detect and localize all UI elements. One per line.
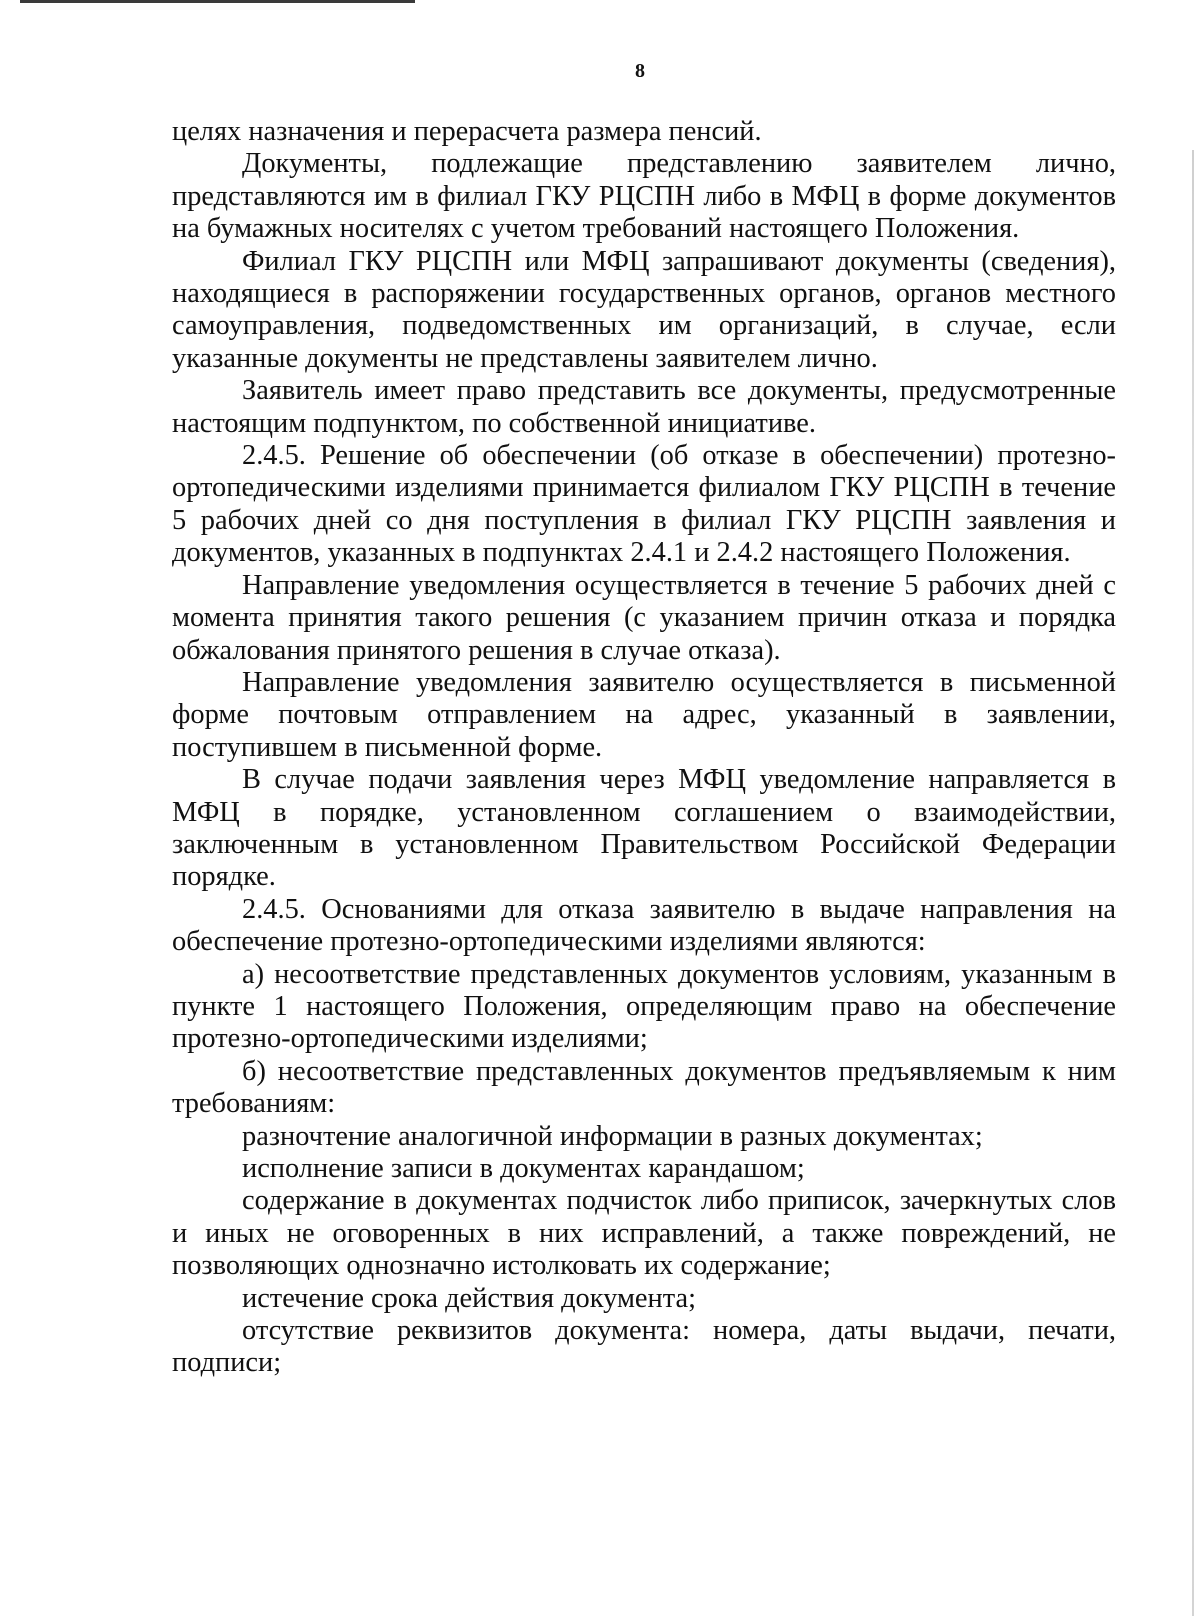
list-item-expiry: истечение срока действия документа;: [242, 1282, 696, 1314]
list-item-inconsistency: разночтение аналогичной информации в разных документах;: [242, 1120, 983, 1152]
scan-right-edge: [1192, 150, 1194, 1616]
paragraph-documents-submission: Документы, подлежащие представлению заявителем лично, представляются им в филиал ГКУ РЦСПН либо в МФЦ в форме документов на бумажных носителях с учетом требований настоящего Положения.: [172, 148, 1116, 245]
page-number: 8: [635, 60, 645, 82]
scan-top-edge-line: [20, 0, 415, 3]
paragraph-notification-term: Направление уведомления осуществляется в течение 5 рабочих дней с момента принятия такого решения (с указанием причин отказа и порядка обжалования принятого решения в случае отказа).: [172, 569, 1116, 666]
list-item-missing-details: отсутствие реквизитов документа: номера, даты выдачи, печати, подписи;: [172, 1315, 1116, 1379]
paragraph-notification-mfc: В случае подачи заявления через МФЦ уведомление направляется в МФЦ в порядке, установленном соглашением о взаимодействии, заключенным в установленном Правительством Российской Федерации порядке.: [172, 764, 1116, 893]
paragraph-applicant-right: Заявитель имеет право представить все документы, предусмотренные настоящим подпунктом, по собственной инициативе.: [172, 375, 1116, 439]
list-item-pencil: исполнение записи в документах карандашом;: [242, 1153, 805, 1184]
list-item-a: а) несоответствие представленных документов условиям, указанным в пункте 1 настоящего Положения, определяющим право на обеспечение протезно-ортопедическими изделиями;: [172, 958, 1116, 1055]
paragraph-refusal-grounds: 2.4.5. Основаниями для отказа заявителю в выдаче направления на обеспечение протезно-ортопедическими изделиями являются:: [172, 893, 1116, 958]
list-item-b: б) несоответствие представленных документов предъявляемым к ним требованиям:: [172, 1055, 1116, 1120]
list-item-corrections: содержание в документах подчисток либо приписок, зачеркнутых слов и иных не оговоренных в них исправлений, а также повреждений, не позволяющих однозначно истолковать их содержание;: [172, 1185, 1116, 1282]
document-body: [172, 116, 1116, 1380]
paragraph-document-requests: Филиал ГКУ РЦСПН или МФЦ запрашивают документы (сведения), находящиеся в распоряжении государственных органов, органов местного самоуправления, подведомственных им организаций, в случае, если указанные документы не представлены заявителем лично.: [172, 245, 1116, 374]
paragraph-decision-2-4-5: 2.4.5. Решение об обеспечении (об отказе в обеспечении) протезно-ортопедическими изделиями принимается филиалом ГКУ РЦСПН в течение 5 рабочих дней со дня поступления в филиал ГКУ РЦСПН заявления и документов, указанных в подпунктах 2.4.1 и 2.4.2 настоящего Положения.: [172, 440, 1116, 569]
paragraph-notification-written: Направление уведомления заявителю осуществляется в письменной форме почтовым отправлением на адрес, указанный в заявлении, поступившем в письменной форме.: [172, 666, 1116, 763]
paragraph-continuation: целях назначения и перерасчета размера пенсий.: [172, 116, 762, 147]
